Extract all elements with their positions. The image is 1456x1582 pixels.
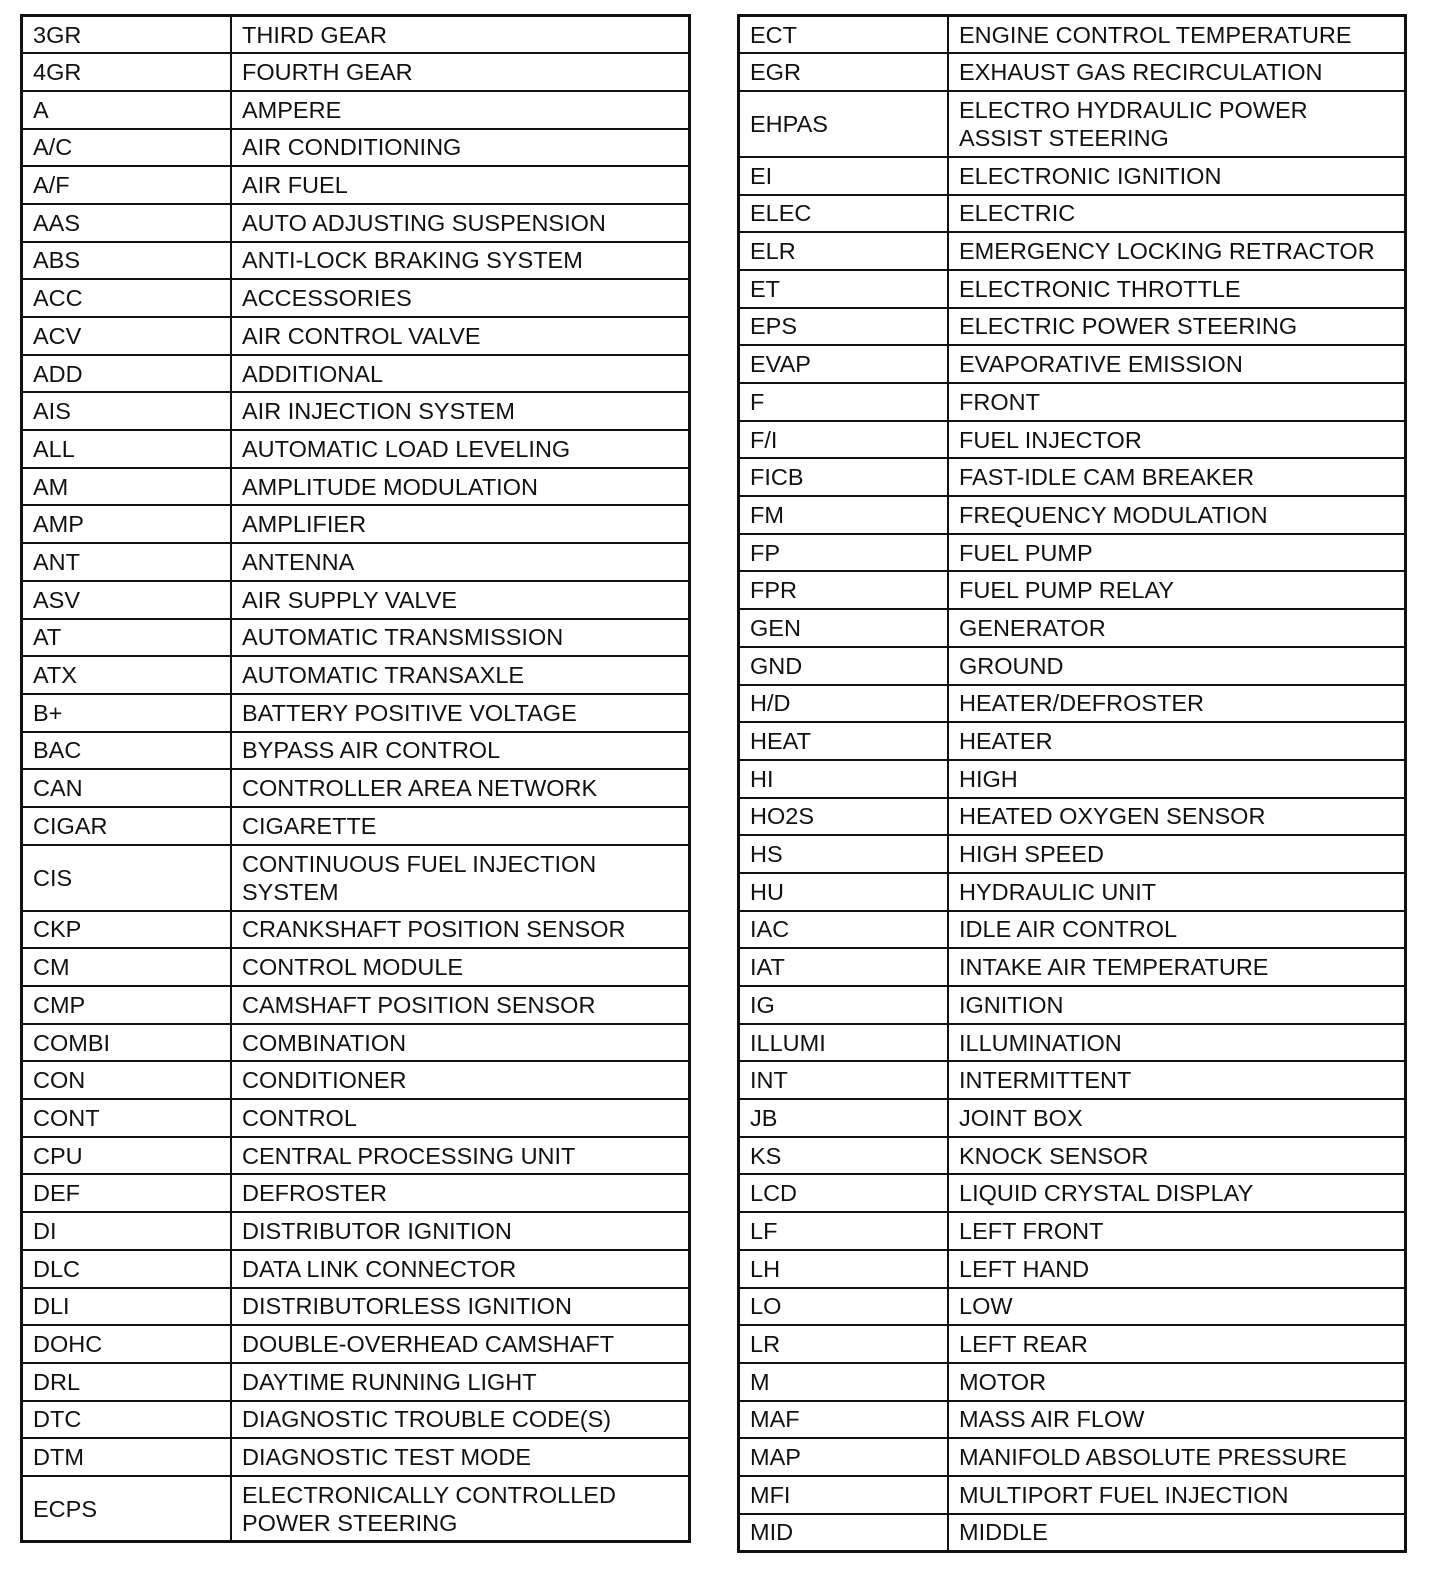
meaning-cell: GROUND <box>948 647 1406 685</box>
abbreviation-cell: ASV <box>22 581 232 619</box>
abbreviation-cell: ALL <box>22 430 232 468</box>
table-row <box>739 270 1406 308</box>
table-row <box>22 1099 690 1137</box>
meaning-cell: BYPASS AIR CONTROL <box>231 732 690 770</box>
abbreviation-cell: EGR <box>739 53 949 91</box>
table-row <box>22 619 690 657</box>
meaning-cell: CONDITIONER <box>231 1061 690 1099</box>
table-row <box>22 543 690 581</box>
abbreviation-cell: CONT <box>22 1099 232 1137</box>
abbreviation-cell: A/F <box>22 166 232 204</box>
table-row <box>739 308 1406 346</box>
abbreviation-cell: DEF <box>22 1174 232 1212</box>
meaning-cell: AUTOMATIC TRANSAXLE <box>231 656 690 694</box>
table-row <box>22 769 690 807</box>
meaning-cell: JOINT BOX <box>948 1099 1406 1137</box>
abbreviation-cell: ACC <box>22 279 232 317</box>
meaning-cell: FREQUENCY MODULATION <box>948 496 1406 534</box>
meaning-cell: AIR CONDITIONING <box>231 129 690 167</box>
abbreviation-cell: FP <box>739 534 949 572</box>
abbreviation-cell: HI <box>739 760 949 798</box>
meaning-cell: CONTROL <box>231 1099 690 1137</box>
abbreviation-cell: ECPS <box>22 1476 232 1542</box>
table-row <box>739 195 1406 233</box>
meaning-cell: CONTROLLER AREA NETWORK <box>231 769 690 807</box>
table-row <box>739 1476 1406 1514</box>
table-row <box>739 685 1406 723</box>
table-row <box>739 16 1406 54</box>
meaning-cell: CAMSHAFT POSITION SENSOR <box>231 986 690 1024</box>
abbreviation-cell: ANT <box>22 543 232 581</box>
abbreviation-cell: CON <box>22 1061 232 1099</box>
table-row <box>22 430 690 468</box>
abbreviation-cell: EPS <box>739 308 949 346</box>
table-row <box>22 1325 690 1363</box>
meaning-cell: LEFT FRONT <box>948 1212 1406 1250</box>
table-row <box>22 1250 690 1288</box>
meaning-cell: BATTERY POSITIVE VOLTAGE <box>231 694 690 732</box>
table-row <box>22 1137 690 1175</box>
abbreviation-cell: F <box>739 383 949 421</box>
table-row <box>22 279 690 317</box>
table-row <box>22 129 690 167</box>
abbreviation-cell: F/I <box>739 421 949 459</box>
meaning-cell: EVAPORATIVE EMISSION <box>948 345 1406 383</box>
abbreviation-cell: GEN <box>739 609 949 647</box>
meaning-cell: AIR FUEL <box>231 166 690 204</box>
table-row <box>739 421 1406 459</box>
table-row <box>22 986 690 1024</box>
abbreviation-cell: MAF <box>739 1401 949 1439</box>
table-row <box>739 496 1406 534</box>
table-row <box>22 505 690 543</box>
table-row <box>739 345 1406 383</box>
abbreviation-cell: CIGAR <box>22 807 232 845</box>
abbreviation-cell: ECT <box>739 16 949 54</box>
table-row <box>739 458 1406 496</box>
abbreviation-cell: MAP <box>739 1438 949 1476</box>
table-row <box>739 873 1406 911</box>
meaning-cell: CIGARETTE <box>231 807 690 845</box>
meaning-cell: MASS AIR FLOW <box>948 1401 1406 1439</box>
table-row <box>22 355 690 393</box>
table-row <box>739 1212 1406 1250</box>
table-row <box>739 1061 1406 1099</box>
meaning-cell: ACCESSORIES <box>231 279 690 317</box>
meaning-cell: ELECTRIC <box>948 195 1406 233</box>
meaning-cell: LOW <box>948 1288 1406 1326</box>
abbreviation-cell: DTC <box>22 1401 232 1439</box>
table-row <box>739 1288 1406 1326</box>
table-row <box>739 1174 1406 1212</box>
meaning-cell: INTAKE AIR TEMPERATURE <box>948 948 1406 986</box>
abbreviation-cell: COMBI <box>22 1024 232 1062</box>
table-row <box>22 91 690 129</box>
meaning-cell: HEATER/DEFROSTER <box>948 685 1406 723</box>
abbreviation-cell: MFI <box>739 1476 949 1514</box>
table-row <box>739 1401 1406 1439</box>
table-row <box>22 242 690 280</box>
abbreviation-cell: INT <box>739 1061 949 1099</box>
abbreviation-cell: AIS <box>22 392 232 430</box>
table-row <box>22 1024 690 1062</box>
abbreviation-cell: LF <box>739 1212 949 1250</box>
abbreviation-cell: FICB <box>739 458 949 496</box>
table-row <box>739 911 1406 949</box>
table-row <box>22 1174 690 1212</box>
abbreviation-cell: DI <box>22 1212 232 1250</box>
abbreviation-cell: IAT <box>739 948 949 986</box>
abbreviation-cell: ADD <box>22 355 232 393</box>
meaning-cell: MANIFOLD ABSOLUTE PRESSURE <box>948 1438 1406 1476</box>
abbreviation-cell: AT <box>22 619 232 657</box>
meaning-cell: INTERMITTENT <box>948 1061 1406 1099</box>
abbreviation-cell: LO <box>739 1288 949 1326</box>
table-row <box>739 1137 1406 1175</box>
meaning-cell: AIR CONTROL VALVE <box>231 317 690 355</box>
abbreviation-cell: HO2S <box>739 798 949 836</box>
table-row <box>739 1325 1406 1363</box>
table-row <box>739 609 1406 647</box>
meaning-cell: ILLUMINATION <box>948 1024 1406 1062</box>
abbreviation-cell: JB <box>739 1099 949 1137</box>
meaning-cell: CONTINUOUS FUEL INJECTION SYSTEM <box>231 845 690 911</box>
meaning-cell: LEFT HAND <box>948 1250 1406 1288</box>
abbreviation-cell: HU <box>739 873 949 911</box>
table-row <box>22 656 690 694</box>
meaning-cell: DISTRIBUTOR IGNITION <box>231 1212 690 1250</box>
meaning-cell: AIR INJECTION SYSTEM <box>231 392 690 430</box>
table-row <box>739 1438 1406 1476</box>
abbreviation-cell: ATX <box>22 656 232 694</box>
abbreviation-cell: EHPAS <box>739 91 949 157</box>
abbreviation-cell: DLC <box>22 1250 232 1288</box>
meaning-cell: FRONT <box>948 383 1406 421</box>
abbreviation-cell: CM <box>22 948 232 986</box>
table-row <box>739 91 1406 157</box>
meaning-cell: FAST-IDLE CAM BREAKER <box>948 458 1406 496</box>
abbreviation-cell: CMP <box>22 986 232 1024</box>
meaning-cell: HIGH <box>948 760 1406 798</box>
table-row <box>22 948 690 986</box>
abbreviation-cell: FPR <box>739 571 949 609</box>
abbreviation-cell: 4GR <box>22 53 232 91</box>
abbreviation-cell: GND <box>739 647 949 685</box>
abbreviation-cell: EVAP <box>739 345 949 383</box>
abbreviation-cell: DTM <box>22 1438 232 1476</box>
table-row <box>739 798 1406 836</box>
abbreviation-cell: ELEC <box>739 195 949 233</box>
abbreviation-cell: A/C <box>22 129 232 167</box>
table-row <box>22 581 690 619</box>
meaning-cell: CONTROL MODULE <box>231 948 690 986</box>
abbreviation-cell: MID <box>739 1514 949 1552</box>
meaning-cell: AMPLIFIER <box>231 505 690 543</box>
abbreviation-cell: LCD <box>739 1174 949 1212</box>
meaning-cell: THIRD GEAR <box>231 16 690 54</box>
table-row <box>739 232 1406 270</box>
table-row <box>22 1401 690 1439</box>
table-row <box>22 1212 690 1250</box>
meaning-cell: LEFT REAR <box>948 1325 1406 1363</box>
abbreviation-cell: ILLUMI <box>739 1024 949 1062</box>
table-row <box>739 1250 1406 1288</box>
meaning-cell: DIAGNOSTIC TEST MODE <box>231 1438 690 1476</box>
table-row <box>739 571 1406 609</box>
abbreviation-cell: H/D <box>739 685 949 723</box>
abbreviation-cell: KS <box>739 1137 949 1175</box>
meaning-cell: ENGINE CONTROL TEMPERATURE <box>948 16 1406 54</box>
meaning-cell: EXHAUST GAS RECIRCULATION <box>948 53 1406 91</box>
abbreviation-table-left-body <box>22 16 690 1542</box>
table-row <box>739 1024 1406 1062</box>
meaning-cell: DATA LINK CONNECTOR <box>231 1250 690 1288</box>
meaning-cell: DOUBLE-OVERHEAD CAMSHAFT <box>231 1325 690 1363</box>
abbreviation-cell: ABS <box>22 242 232 280</box>
table-row <box>22 694 690 732</box>
meaning-cell: ANTI-LOCK BRAKING SYSTEM <box>231 242 690 280</box>
meaning-cell: DIAGNOSTIC TROUBLE CODE(S) <box>231 1401 690 1439</box>
meaning-cell: DISTRIBUTORLESS IGNITION <box>231 1288 690 1326</box>
table-row <box>22 166 690 204</box>
meaning-cell: ANTENNA <box>231 543 690 581</box>
meaning-cell: AMPERE <box>231 91 690 129</box>
table-row <box>22 204 690 242</box>
abbreviation-cell: DOHC <box>22 1325 232 1363</box>
table-row <box>739 722 1406 760</box>
table-row <box>22 392 690 430</box>
meaning-cell: KNOCK SENSOR <box>948 1137 1406 1175</box>
table-row <box>739 157 1406 195</box>
table-row <box>739 53 1406 91</box>
table-row <box>22 1438 690 1476</box>
meaning-cell: ELECTRONIC THROTTLE <box>948 270 1406 308</box>
meaning-cell: FUEL INJECTOR <box>948 421 1406 459</box>
meaning-cell: MOTOR <box>948 1363 1406 1401</box>
table-row <box>739 1363 1406 1401</box>
abbreviation-cell: HEAT <box>739 722 949 760</box>
meaning-cell: CENTRAL PROCESSING UNIT <box>231 1137 690 1175</box>
table-row <box>22 807 690 845</box>
abbreviation-cell: FM <box>739 496 949 534</box>
table-row <box>22 16 690 54</box>
abbreviation-cell: CKP <box>22 911 232 949</box>
meaning-cell: HIGH SPEED <box>948 835 1406 873</box>
abbreviation-cell: HS <box>739 835 949 873</box>
table-row <box>739 647 1406 685</box>
meaning-cell: ELECTRONICALLY CONTROLLED POWER STEERING <box>231 1476 690 1542</box>
abbreviation-cell: AAS <box>22 204 232 242</box>
table-row <box>739 1514 1406 1552</box>
table-row <box>22 845 690 911</box>
meaning-cell: ELECTRONIC IGNITION <box>948 157 1406 195</box>
meaning-cell: AUTOMATIC TRANSMISSION <box>231 619 690 657</box>
meaning-cell: FUEL PUMP RELAY <box>948 571 1406 609</box>
meaning-cell: IDLE AIR CONTROL <box>948 911 1406 949</box>
abbreviation-cell: AMP <box>22 505 232 543</box>
abbreviation-cell: M <box>739 1363 949 1401</box>
abbreviation-cell: B+ <box>22 694 232 732</box>
meaning-cell: ELECTRO HYDRAULIC POWER ASSIST STEERING <box>948 91 1406 157</box>
table-row <box>22 732 690 770</box>
meaning-cell: AMPLITUDE MODULATION <box>231 468 690 506</box>
table-row <box>739 986 1406 1024</box>
table-row <box>22 1288 690 1326</box>
table-row <box>22 1363 690 1401</box>
meaning-cell: EMERGENCY LOCKING RETRACTOR <box>948 232 1406 270</box>
table-row <box>739 534 1406 572</box>
table-row <box>22 911 690 949</box>
meaning-cell: ELECTRIC POWER STEERING <box>948 308 1406 346</box>
abbreviation-table-right <box>737 14 1407 1553</box>
meaning-cell: HEATER <box>948 722 1406 760</box>
abbreviation-cell: BAC <box>22 732 232 770</box>
table-row <box>22 1061 690 1099</box>
meaning-cell: CRANKSHAFT POSITION SENSOR <box>231 911 690 949</box>
abbreviation-cell: 3GR <box>22 16 232 54</box>
table-row <box>22 468 690 506</box>
table-row <box>22 317 690 355</box>
meaning-cell: DAYTIME RUNNING LIGHT <box>231 1363 690 1401</box>
abbreviation-cell: LR <box>739 1325 949 1363</box>
meaning-cell: AUTOMATIC LOAD LEVELING <box>231 430 690 468</box>
abbreviation-cell: LH <box>739 1250 949 1288</box>
abbreviation-cell: CPU <box>22 1137 232 1175</box>
meaning-cell: LIQUID CRYSTAL DISPLAY <box>948 1174 1406 1212</box>
meaning-cell: FOURTH GEAR <box>231 53 690 91</box>
meaning-cell: AUTO ADJUSTING SUSPENSION <box>231 204 690 242</box>
abbreviation-cell: ET <box>739 270 949 308</box>
table-row <box>22 1476 690 1542</box>
meaning-cell: FUEL PUMP <box>948 534 1406 572</box>
table-row <box>739 383 1406 421</box>
table-row <box>739 948 1406 986</box>
abbreviation-cell: AM <box>22 468 232 506</box>
meaning-cell: GENERATOR <box>948 609 1406 647</box>
abbreviation-table-left <box>20 14 691 1543</box>
abbreviation-cell: EI <box>739 157 949 195</box>
table-row <box>739 760 1406 798</box>
meaning-cell: IGNITION <box>948 986 1406 1024</box>
meaning-cell: AIR SUPPLY VALVE <box>231 581 690 619</box>
abbreviation-cell: ACV <box>22 317 232 355</box>
abbreviation-cell: IAC <box>739 911 949 949</box>
abbreviation-table-right-body <box>739 16 1406 1552</box>
table-row <box>739 835 1406 873</box>
meaning-cell: DEFROSTER <box>231 1174 690 1212</box>
abbreviation-cell: A <box>22 91 232 129</box>
abbreviation-cell: IG <box>739 986 949 1024</box>
meaning-cell: HEATED OXYGEN SENSOR <box>948 798 1406 836</box>
meaning-cell: COMBINATION <box>231 1024 690 1062</box>
table-row <box>22 53 690 91</box>
abbreviation-cell: CAN <box>22 769 232 807</box>
abbreviation-cell: DLI <box>22 1288 232 1326</box>
meaning-cell: HYDRAULIC UNIT <box>948 873 1406 911</box>
meaning-cell: ADDITIONAL <box>231 355 690 393</box>
abbreviation-cell: ELR <box>739 232 949 270</box>
abbreviation-cell: CIS <box>22 845 232 911</box>
meaning-cell: MIDDLE <box>948 1514 1406 1552</box>
abbreviation-cell: DRL <box>22 1363 232 1401</box>
table-row <box>739 1099 1406 1137</box>
meaning-cell: MULTIPORT FUEL INJECTION <box>948 1476 1406 1514</box>
